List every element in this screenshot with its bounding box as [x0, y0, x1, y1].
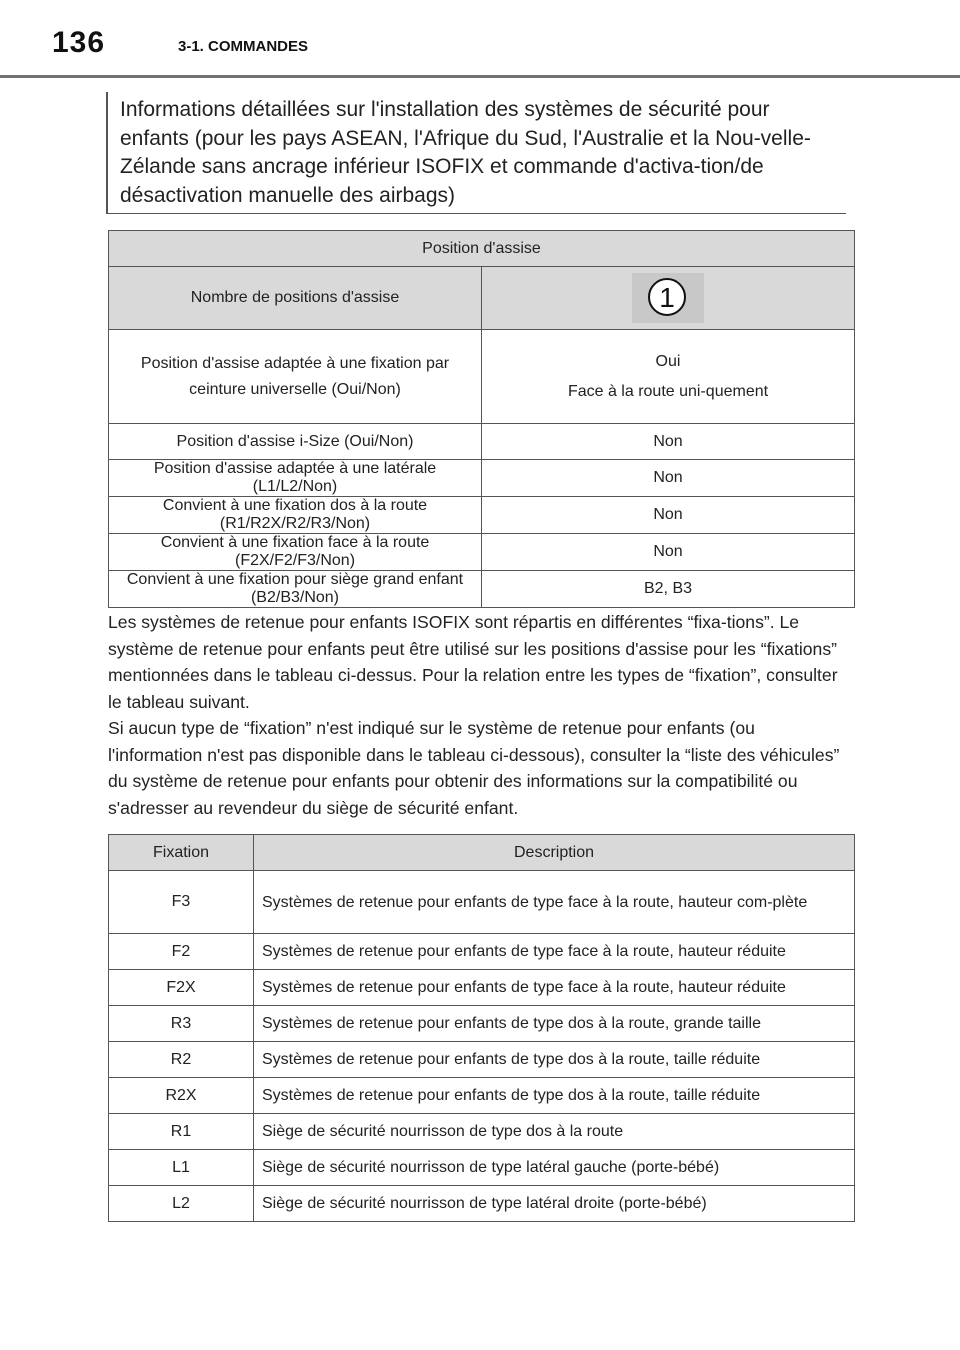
- table-cell-value: Non: [482, 460, 855, 497]
- fixation-description: Systèmes de retenue pour enfants de type dos à la route, taille réduite: [254, 1042, 855, 1078]
- table-row: [109, 1114, 855, 1150]
- table-row: [109, 871, 855, 934]
- callout-box: [106, 92, 846, 214]
- seat-count-cell: [482, 267, 855, 330]
- table-header-row: [109, 231, 855, 267]
- table-cell-label: Convient à une fixation face à la route (F2X/F2/F3/Non): [109, 534, 482, 571]
- value-note: Face à la route uni-quement: [567, 382, 769, 400]
- fixation-code: L1: [109, 1150, 254, 1186]
- table-row: [109, 267, 855, 330]
- callout-text: Informations détaillées sur l'installation des systèmes de sécurité pour enfants (pour les pays ASEAN, l'Afrique du Sud, l'Australie et la Nou-velle-Zélande sans ancrage inférieur ISOFIX et commande d'activa-tion/de désactivation manuelle des airbags): [120, 98, 811, 207]
- fixation-description: Systèmes de retenue pour enfants de type face à la route, hauteur réduite: [254, 934, 855, 970]
- seat-number-circle: 1: [648, 278, 686, 316]
- fixation-description: Systèmes de retenue pour enfants de type dos à la route, taille réduite: [254, 1078, 855, 1114]
- table-header-row: [109, 835, 855, 871]
- value-text: Oui: [655, 352, 681, 370]
- fixation-code: F2: [109, 934, 254, 970]
- table-row: [109, 571, 855, 608]
- table-row: [109, 424, 855, 460]
- fixation-code: L2: [109, 1186, 254, 1222]
- table-cell-label: Position d'assise i-Size (Oui/Non): [109, 424, 482, 460]
- header-rule: [0, 75, 960, 78]
- table-cell-value: Non: [482, 424, 855, 460]
- fixation-code: R2X: [109, 1078, 254, 1114]
- column-header-description: Description: [254, 835, 855, 871]
- fixation-code: F3: [109, 871, 254, 934]
- table-row: [109, 460, 855, 497]
- table-row: [109, 1078, 855, 1114]
- table-row: [109, 970, 855, 1006]
- fixation-code: R2: [109, 1042, 254, 1078]
- table-row: [109, 1006, 855, 1042]
- fixation-description: Siège de sécurité nourrisson de type latéral gauche (porte-bébé): [254, 1150, 855, 1186]
- table-cell-label: Position d'assise adaptée à une fixation par ceinture universelle (Oui/Non): [109, 330, 482, 424]
- table-cell-value: Non: [482, 497, 855, 534]
- section-title: 3-1. COMMANDES: [178, 38, 309, 55]
- fixation-description: Systèmes de retenue pour enfants de type face à la route, hauteur com-plète: [254, 871, 855, 934]
- table-row: [109, 1186, 855, 1222]
- fixation-description: Systèmes de retenue pour enfants de type face à la route, hauteur réduite: [254, 970, 855, 1006]
- fixation-description: Systèmes de retenue pour enfants de type dos à la route, grande taille: [254, 1006, 855, 1042]
- paragraph: Les systèmes de retenue pour enfants ISOFIX sont répartis en différentes “fixa-tions”. Le système de retenue pour enfants peut être utilisé sur les positions d'assise pour les “fixations” mentionnées dans le tableau ci-dessus. Pour la relation entre les types de “fixation”, consulter le tableau suivant.: [108, 612, 838, 712]
- fixation-description: Siège de sécurité nourrisson de type dos à la route: [254, 1114, 855, 1150]
- table-row: [109, 497, 855, 534]
- table-row: [109, 934, 855, 970]
- page-header: [0, 0, 960, 80]
- table-row: [109, 330, 855, 424]
- table-cell-value: B2, B3: [482, 571, 855, 608]
- table-cell-value: [482, 330, 855, 424]
- seat-position-marker: [632, 273, 704, 323]
- body-text: [108, 609, 848, 821]
- table-cell-label: Convient à une fixation dos à la route (R1/R2X/R2/R3/Non): [109, 497, 482, 534]
- table-cell-value: Non: [482, 534, 855, 571]
- fixation-code: F2X: [109, 970, 254, 1006]
- column-header-fixation: Fixation: [109, 835, 254, 871]
- seat-table-header: Position d'assise: [109, 231, 855, 267]
- seat-count-label: Nombre de positions d'assise: [109, 267, 482, 330]
- seating-position-table: [108, 230, 855, 608]
- table-row: [109, 534, 855, 571]
- table-row: [109, 1150, 855, 1186]
- page-number: 136: [52, 26, 106, 59]
- fixation-code: R1: [109, 1114, 254, 1150]
- paragraph: Si aucun type de “fixation” n'est indiqué sur le système de retenue pour enfants (ou l'information n'est pas disponible dans le tableau ci-dessous), consulter la “liste des véhicules” du système de retenue pour enfants pour obtenir des informations sur la compatibilité ou s'adresser au revendeur du siège de sécurité enfant.: [108, 718, 840, 818]
- fixation-table: [108, 834, 855, 1222]
- table-row: [109, 1042, 855, 1078]
- table-cell-label: Position d'assise adaptée à une latérale (L1/L2/Non): [109, 460, 482, 497]
- table-cell-label: Convient à une fixation pour siège grand enfant (B2/B3/Non): [109, 571, 482, 608]
- fixation-description: Siège de sécurité nourrisson de type latéral droite (porte-bébé): [254, 1186, 855, 1222]
- fixation-code: R3: [109, 1006, 254, 1042]
